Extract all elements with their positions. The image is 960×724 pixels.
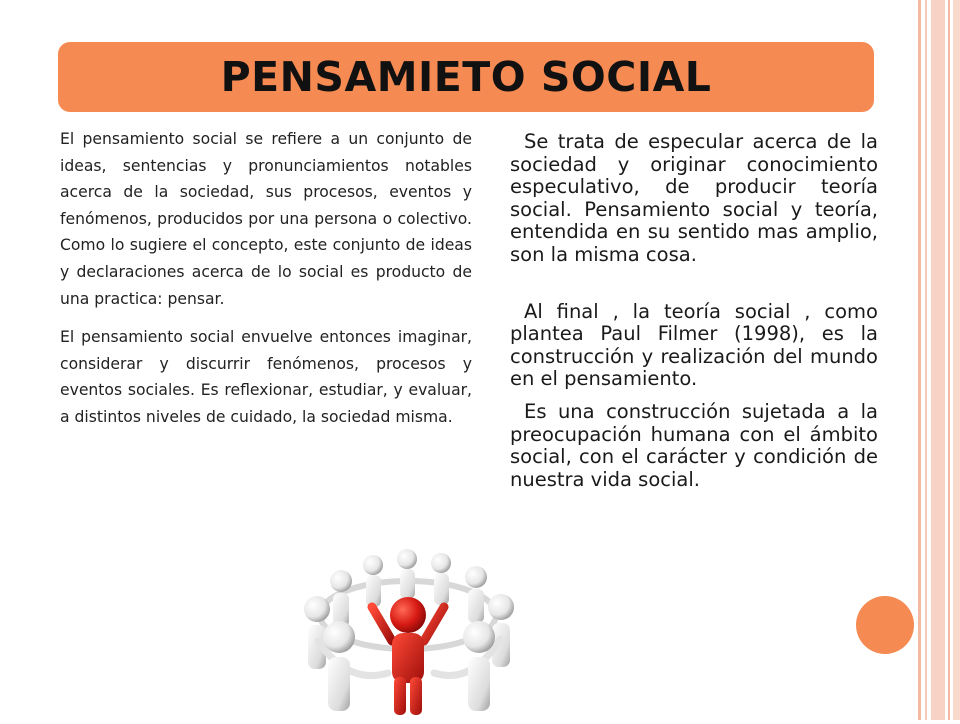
right-paragraph-3: Es una construcción sujetada a la preocupación humana con el ámbito social, con el carácter y condición de nuestra vida social. (510, 399, 878, 491)
decorative-stripe (948, 0, 950, 720)
right-paragraph-1: Se trata de especular acerca de la sociedad y originar conocimiento especulativo, de producir teoría social. Pensamiento social y teoría, entendida en su sentido mas amplio, son la misma cosa. (510, 130, 878, 266)
right-text-column (510, 131, 878, 491)
decorative-orange-circle (856, 596, 914, 654)
red-figure (372, 597, 444, 715)
left-text-column (60, 126, 472, 431)
decorative-stripe (953, 0, 960, 720)
decorative-stripe (918, 0, 921, 720)
right-paragraph-2: Al final , la teoría social , como plantea Paul Filmer (1998), es la construcción y realización del mundo en el pensamiento. (510, 299, 878, 391)
people-circle-illustration (288, 545, 528, 720)
left-paragraph-1: El pensamiento social se refiere a un conjunto de ideas, sentencias y pronunciamientos notables acerca de la sociedad, sus procesos, eventos y fenómenos, producidos por una persona o colectivo. Como lo sugiere el concepto, este conjunto de ideas y declaraciones acerca de lo social es producto de una practica: pensar. (60, 130, 472, 308)
decorative-stripe (931, 0, 945, 720)
decorative-stripe (925, 0, 927, 720)
left-paragraph-2: El pensamiento social envuelve entonces imaginar, considerar y discurrir fenómenos, procesos y eventos sociales. Es reflexionar, estudiar, y evaluar, a distintos niveles de cuidado, la sociedad misma. (60, 328, 472, 426)
title-banner (58, 42, 874, 112)
slide-title: PENSAMIETO SOCIAL (220, 53, 712, 101)
